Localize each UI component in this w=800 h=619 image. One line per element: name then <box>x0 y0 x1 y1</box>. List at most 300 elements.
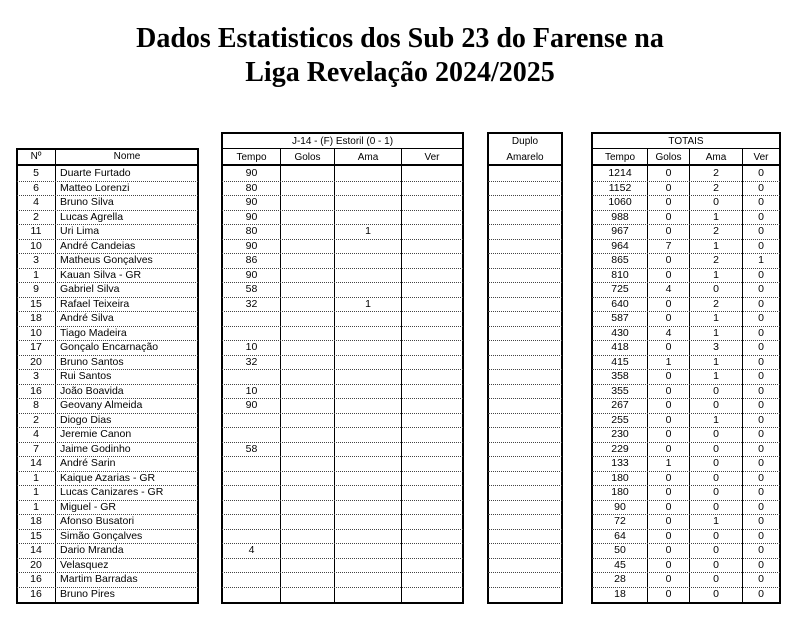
game-ama <box>335 210 401 225</box>
totais-golos: 0 <box>665 515 672 527</box>
totais-tempo: 90 <box>614 500 626 513</box>
totais-ama: 0 <box>713 529 719 542</box>
game-golos <box>281 340 334 355</box>
game-ama <box>335 398 401 413</box>
game-tempo <box>223 529 280 544</box>
totais-golos: 0 <box>665 254 672 266</box>
game-tempo: 90 <box>245 167 258 179</box>
table-row <box>0 442 800 457</box>
player-number: 3 <box>33 370 39 382</box>
player-number: 11 <box>30 225 42 237</box>
game-golos <box>281 181 334 196</box>
player-name: Jaime Godinho <box>60 442 131 455</box>
game-ver <box>402 500 462 515</box>
table-row <box>0 195 800 210</box>
totais-ver: 0 <box>758 486 764 498</box>
table-row <box>0 369 800 384</box>
table-row <box>0 398 800 413</box>
game-ver <box>402 355 462 370</box>
game-golos <box>281 311 334 326</box>
game-tempo <box>223 587 280 602</box>
totais-ama: 1 <box>713 370 719 382</box>
game-tempo: 90 <box>245 399 258 411</box>
table-row <box>0 239 800 254</box>
game-golos <box>281 442 334 457</box>
player-number: 2 <box>33 413 39 426</box>
game-ama: 1 <box>365 297 371 310</box>
game-golos <box>281 543 334 558</box>
game-golos <box>281 587 334 602</box>
table-row <box>0 297 800 312</box>
totais-tempo: 180 <box>611 486 629 498</box>
game-tempo: 58 <box>245 283 258 295</box>
totais-golos: 0 <box>665 587 672 600</box>
game-ama <box>335 384 401 399</box>
player-number: 1 <box>33 268 39 281</box>
totais-golos: 0 <box>665 268 672 281</box>
table-row <box>0 543 800 558</box>
player-number: 20 <box>30 355 42 368</box>
player-number: 16 <box>30 573 42 585</box>
totais-ver: 0 <box>758 181 764 194</box>
totais-ama: 0 <box>713 558 719 571</box>
player-number: 9 <box>33 283 39 295</box>
game-tempo: 58 <box>245 442 258 455</box>
totais-tempo: 355 <box>611 384 629 397</box>
table-row <box>0 587 800 602</box>
game-ama-header: Ama <box>357 152 379 163</box>
game-tempo: 90 <box>245 239 258 252</box>
player-name: Kauan Silva - GR <box>60 268 142 281</box>
totais-ver-header: Ver <box>753 152 769 163</box>
totais-golos: 0 <box>665 210 672 223</box>
player-name: Dario Mranda <box>60 544 124 556</box>
totais-ama: 3 <box>713 341 719 353</box>
player-name: Bruno Pires <box>60 587 115 600</box>
totais-tempo: 587 <box>611 312 629 324</box>
game-ver <box>402 369 462 384</box>
totais-ver: 0 <box>758 283 764 295</box>
game-header: J-14 - (F) Estoril (0 - 1) <box>291 136 394 147</box>
game-ver <box>402 326 462 341</box>
totais-tempo: 229 <box>611 442 629 455</box>
game-ama <box>335 529 401 544</box>
game-ver <box>402 210 462 225</box>
totais-tempo: 230 <box>611 428 629 440</box>
totais-tempo: 1152 <box>608 181 632 194</box>
player-number: 15 <box>30 297 42 310</box>
table-row <box>0 427 800 442</box>
game-ama <box>335 181 401 196</box>
game-tempo <box>223 456 280 471</box>
game-tempo: 90 <box>245 196 258 208</box>
totais-ver: 0 <box>758 471 764 484</box>
totais-ama: 0 <box>713 500 719 513</box>
game-ver <box>402 442 462 457</box>
table-row <box>0 311 800 326</box>
game-ama <box>335 326 401 341</box>
totais-ama: 1 <box>713 312 719 324</box>
game-ama <box>335 239 401 254</box>
totais-tempo: 967 <box>611 225 629 237</box>
player-name: Gonçalo Encarnação <box>60 341 159 353</box>
player-number: 17 <box>30 341 42 353</box>
totais-golos: 0 <box>665 573 672 585</box>
totais-ver: 0 <box>758 312 764 324</box>
game-golos <box>281 471 334 486</box>
game-golos <box>281 384 334 399</box>
totais-tempo: 640 <box>611 297 629 310</box>
game-ama <box>335 427 401 442</box>
totais-golos: 1 <box>665 355 672 368</box>
totais-tempo: 50 <box>614 544 626 556</box>
player-number: 10 <box>30 239 42 252</box>
totais-golos: 0 <box>665 181 672 194</box>
player-name: Bruno Santos <box>60 355 124 368</box>
player-number: 1 <box>33 500 39 513</box>
player-name: Miguel - GR <box>60 500 117 513</box>
game-ver <box>402 456 462 471</box>
totais-ver: 1 <box>758 254 764 266</box>
player-name: Lucas Agrella <box>60 210 124 223</box>
table-row <box>0 558 800 573</box>
player-number: 16 <box>30 384 42 397</box>
totais-ama: 1 <box>713 239 719 252</box>
totais-tempo: 72 <box>614 515 626 527</box>
player-name: Lucas Canizares - GR <box>60 486 164 498</box>
game-tempo: 32 <box>245 355 258 368</box>
totais-ama: 1 <box>713 268 719 281</box>
game-ama <box>335 543 401 558</box>
game-ama <box>335 500 401 515</box>
game-ver-header: Ver <box>424 152 440 163</box>
title-line-2: Liga Revelação 2024/2025 <box>245 57 555 88</box>
game-tempo <box>223 558 280 573</box>
totais-ama: 1 <box>713 355 719 368</box>
game-ver <box>402 398 462 413</box>
game-tempo <box>223 311 280 326</box>
player-name: Gabriel Silva <box>60 283 120 295</box>
totais-ama: 2 <box>713 297 719 310</box>
totais-golos: 0 <box>665 341 672 353</box>
totais-ama: 0 <box>713 399 719 411</box>
totais-tempo: 358 <box>611 370 629 382</box>
player-number: 4 <box>33 428 39 440</box>
game-ver <box>402 413 462 428</box>
totais-golos: 1 <box>665 457 672 469</box>
player-name: Matheus Gonçalves <box>60 254 153 266</box>
game-ver <box>402 471 462 486</box>
game-ver <box>402 224 462 239</box>
game-ver <box>402 166 462 181</box>
totais-tempo: 430 <box>611 326 629 339</box>
totais-ama: 0 <box>713 384 719 397</box>
player-name: Afonso Busatori <box>60 515 135 527</box>
totais-golos: 0 <box>665 413 672 426</box>
totais-ama: 2 <box>713 167 719 179</box>
totais-golos: 0 <box>665 544 672 556</box>
totais-ver: 0 <box>758 587 764 600</box>
player-name: Geovany Almeida <box>60 399 143 411</box>
game-tempo: 86 <box>245 254 258 266</box>
game-golos <box>281 529 334 544</box>
totais-ver: 0 <box>758 515 764 527</box>
game-tempo <box>223 471 280 486</box>
player-name: Rui Santos <box>60 370 112 382</box>
table-row <box>0 282 800 297</box>
game-golos <box>281 427 334 442</box>
player-number: 2 <box>33 210 39 223</box>
table-row <box>0 355 800 370</box>
totais-tempo: 1214 <box>608 167 632 179</box>
player-number: 18 <box>30 515 42 527</box>
page-title <box>0 22 800 90</box>
game-ama <box>335 311 401 326</box>
totais-golos: 0 <box>665 196 672 208</box>
game-tempo: 80 <box>245 225 258 237</box>
amarelo-header: Amarelo <box>506 152 544 163</box>
game-ama <box>335 572 401 587</box>
totais-ver: 0 <box>758 167 764 179</box>
totais-ver: 0 <box>758 573 764 585</box>
player-number: 4 <box>33 196 39 208</box>
player-name: Diogo Dias <box>60 413 112 426</box>
game-ver <box>402 239 462 254</box>
player-number: 3 <box>33 254 39 266</box>
totais-golos: 0 <box>665 442 672 455</box>
table-row <box>0 500 800 515</box>
totais-tempo: 133 <box>611 457 629 469</box>
totais-golos: 0 <box>665 500 672 513</box>
game-ver <box>402 587 462 602</box>
table-row <box>0 572 800 587</box>
totais-ver: 0 <box>758 442 764 455</box>
player-name: André Candeias <box>60 239 136 252</box>
player-name: Simão Gonçalves <box>60 529 143 542</box>
game-golos <box>281 253 334 268</box>
game-ver <box>402 485 462 500</box>
game-golos <box>281 268 334 283</box>
table-row <box>0 253 800 268</box>
game-golos <box>281 398 334 413</box>
player-number: 15 <box>30 529 42 542</box>
totais-tempo: 415 <box>611 355 629 368</box>
totais-golos-header: Golos <box>655 152 682 163</box>
table-row <box>0 326 800 341</box>
table-row <box>0 529 800 544</box>
totais-ver: 0 <box>758 196 764 208</box>
totais-tempo: 418 <box>611 341 629 353</box>
totais-ama: 0 <box>713 573 719 585</box>
game-tempo <box>223 413 280 428</box>
game-tempo: 4 <box>248 544 255 556</box>
totais-ama: 0 <box>713 442 719 455</box>
game-ver <box>402 282 462 297</box>
game-golos <box>281 558 334 573</box>
game-golos <box>281 224 334 239</box>
duplo-header: Duplo <box>511 136 539 147</box>
totais-ver: 0 <box>758 297 764 310</box>
game-ama <box>335 471 401 486</box>
totais-title-divider <box>591 148 781 149</box>
game-golos <box>281 413 334 428</box>
totais-ver: 0 <box>758 457 764 469</box>
table-row <box>0 485 800 500</box>
totais-ver: 0 <box>758 341 764 353</box>
game-ver <box>402 558 462 573</box>
game-ver <box>402 514 462 529</box>
player-number: 1 <box>33 471 39 484</box>
totais-tempo: 865 <box>611 254 629 266</box>
player-number: 10 <box>30 326 42 339</box>
player-number: 20 <box>30 558 42 571</box>
totais-golos: 0 <box>665 225 672 237</box>
game-ama <box>335 282 401 297</box>
player-number: 1 <box>33 486 39 498</box>
table-row <box>0 384 800 399</box>
table-row <box>0 181 800 196</box>
game-ama <box>335 195 401 210</box>
totais-golos: 0 <box>665 297 672 310</box>
totais-golos: 0 <box>665 486 672 498</box>
totais-tempo: 267 <box>611 399 629 411</box>
totais-tempo-header: Tempo <box>604 152 635 163</box>
totais-golos: 0 <box>665 167 672 179</box>
table-row <box>0 268 800 283</box>
game-ama <box>335 253 401 268</box>
game-golos <box>281 195 334 210</box>
game-tempo: 90 <box>245 268 258 281</box>
game-ama <box>335 369 401 384</box>
totais-ver: 0 <box>758 428 764 440</box>
game-tempo: 80 <box>245 181 258 194</box>
player-name: Uri Lima <box>60 225 100 237</box>
game-ver <box>402 340 462 355</box>
totais-ama: 0 <box>713 428 719 440</box>
player-number: 6 <box>33 181 39 194</box>
table-row <box>0 456 800 471</box>
totais-ama: 2 <box>713 225 719 237</box>
game-golos <box>281 239 334 254</box>
game-ver <box>402 195 462 210</box>
game-ama <box>335 355 401 370</box>
totais-ver: 0 <box>758 413 764 426</box>
game-ama <box>335 268 401 283</box>
game-tempo: 90 <box>245 210 258 223</box>
game-golos <box>281 297 334 312</box>
game-golos <box>281 166 334 181</box>
game-golos <box>281 355 334 370</box>
totais-golos: 0 <box>665 370 672 382</box>
totais-golos: 0 <box>665 428 672 440</box>
game-ver <box>402 384 462 399</box>
totais-tempo: 964 <box>611 239 629 252</box>
player-number: 14 <box>30 544 42 556</box>
game-ver <box>402 311 462 326</box>
game-tempo <box>223 514 280 529</box>
totais-ama: 0 <box>713 471 719 484</box>
player-name: Jeremie Canon <box>60 428 132 440</box>
game-tempo-header: Tempo <box>236 152 267 163</box>
totais-ama: 1 <box>713 326 719 339</box>
totais-ver: 0 <box>758 529 764 542</box>
table-row <box>0 413 800 428</box>
totais-ver: 0 <box>758 544 764 556</box>
table-row <box>0 224 800 239</box>
game-ver <box>402 543 462 558</box>
game-tempo <box>223 369 280 384</box>
game-ver <box>402 253 462 268</box>
game-ama <box>335 413 401 428</box>
totais-ver: 0 <box>758 239 764 252</box>
player-number: 16 <box>30 587 42 600</box>
game-ver <box>402 181 462 196</box>
totais-tempo: 255 <box>611 413 629 426</box>
game-ver <box>402 268 462 283</box>
player-name: Kaique Azarias - GR <box>60 471 156 484</box>
game-golos <box>281 456 334 471</box>
player-name: Velasquez <box>60 558 109 571</box>
game-tempo <box>223 326 280 341</box>
totais-tempo: 64 <box>614 529 626 542</box>
totais-golos: 0 <box>665 399 672 411</box>
table-row <box>0 210 800 225</box>
totais-ver: 0 <box>758 210 764 223</box>
totais-ver: 0 <box>758 399 764 411</box>
totais-tempo: 180 <box>611 471 629 484</box>
totais-tempo: 725 <box>611 283 629 295</box>
game-tempo <box>223 500 280 515</box>
totais-ama: 0 <box>713 544 719 556</box>
totais-ama: 2 <box>713 181 719 194</box>
game-tempo: 32 <box>245 297 258 310</box>
num-header: Nº <box>30 151 42 162</box>
name-header: Nome <box>113 151 141 162</box>
game-tempo: 10 <box>245 341 258 353</box>
player-name: Rafael Teixeira <box>60 297 130 310</box>
totais-ver: 0 <box>758 558 764 571</box>
table-row <box>0 340 800 355</box>
totais-tempo: 28 <box>614 573 626 585</box>
totais-golos: 0 <box>665 384 672 397</box>
game-ver <box>402 297 462 312</box>
totais-tempo: 45 <box>614 558 626 571</box>
game-tempo <box>223 485 280 500</box>
totais-ver: 0 <box>758 355 764 368</box>
totais-golos: 0 <box>665 558 672 571</box>
title-line-1: Dados Estatisticos dos Sub 23 do Farense na <box>136 23 664 54</box>
player-number: 7 <box>33 442 39 455</box>
totais-ama: 0 <box>713 486 719 498</box>
totais-ver: 0 <box>758 225 764 237</box>
totais-ama: 2 <box>713 254 719 266</box>
game-golos <box>281 326 334 341</box>
game-golos <box>281 572 334 587</box>
game-tempo <box>223 427 280 442</box>
table-row <box>0 471 800 486</box>
player-number: 5 <box>33 167 39 179</box>
totais-golos: 0 <box>665 529 672 542</box>
totais-ama: 0 <box>713 457 719 469</box>
game-golos <box>281 500 334 515</box>
game-ama <box>335 340 401 355</box>
game-ama <box>335 456 401 471</box>
player-number: 8 <box>33 399 39 411</box>
totais-ama: 1 <box>713 515 719 527</box>
game-title-divider <box>221 148 464 149</box>
game-ama <box>335 166 401 181</box>
totais-tempo: 810 <box>611 268 629 281</box>
